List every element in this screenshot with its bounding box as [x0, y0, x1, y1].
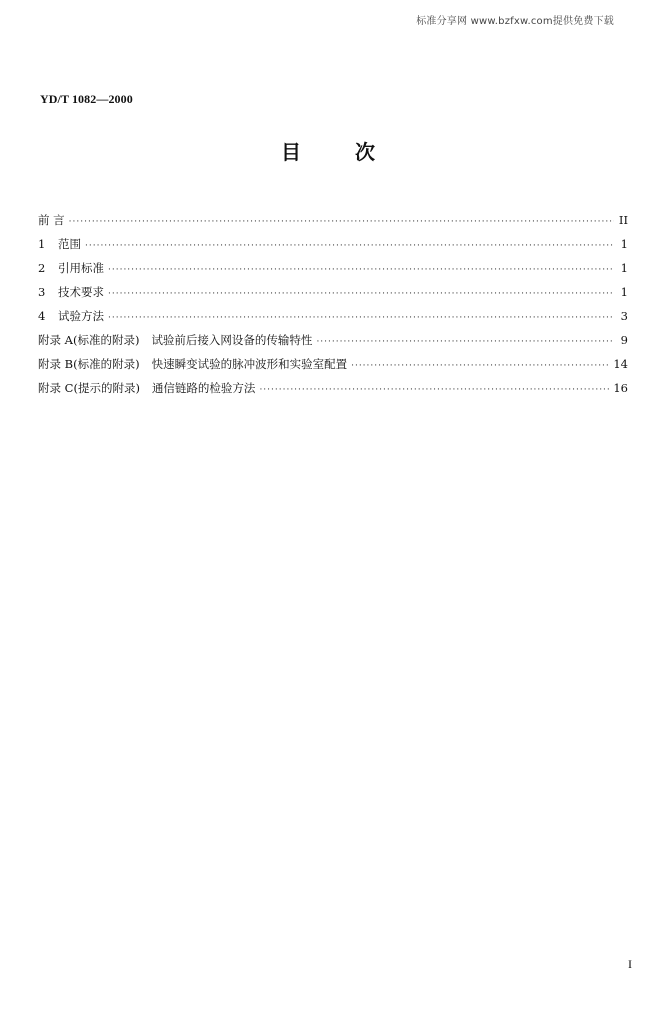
toc-dot-leader	[108, 282, 614, 306]
standard-number: YD/T 1082—2000	[40, 92, 133, 106]
toc-entry-label: 前 言	[38, 213, 65, 227]
toc-entry-label: 附录 A(标准的附录)	[38, 333, 140, 347]
toc-entry-appendix-b[interactable]	[38, 352, 628, 376]
toc-entry-requirements[interactable]	[38, 280, 628, 304]
toc-page-number: 1	[620, 237, 628, 251]
toc-entry-subtitle: 快速瞬变试验的脉冲波形和实验室配置	[151, 357, 348, 371]
toc-page-number: 1	[620, 285, 628, 299]
toc-dot-leader	[316, 330, 614, 354]
toc-entry-test-methods[interactable]	[38, 304, 628, 328]
toc-entry-label: 附录 C(提示的附录)	[38, 381, 140, 395]
toc-entry-subtitle: 通信链路的检验方法	[151, 381, 256, 395]
toc-page-number: 14	[613, 357, 628, 371]
toc-entry-subtitle: 试验前后接入网设备的传输特性	[151, 333, 313, 347]
toc-page-number: 16	[613, 381, 628, 395]
toc-entry-label: 引用标准	[58, 261, 104, 275]
toc-page-number: 9	[620, 333, 628, 347]
page-title	[0, 136, 662, 165]
page-footer-number: I	[628, 957, 632, 971]
title-char-2: 次	[355, 140, 377, 164]
toc-page-number: 1	[620, 261, 628, 275]
toc-entry-label: 技术要求	[58, 285, 104, 299]
toc-entry-number: 3	[38, 285, 46, 299]
watermark-text: 标准分享网 www.bzfxw.com提供免费下载	[416, 16, 614, 27]
toc-page-number: 3	[620, 309, 628, 323]
toc-entry-foreword[interactable]	[38, 208, 628, 232]
title-char-1: 目	[281, 140, 303, 164]
toc-entry-appendix-a[interactable]	[38, 328, 628, 352]
toc-entry-references[interactable]	[38, 256, 628, 280]
toc-entry-number: 4	[38, 309, 46, 323]
toc-dot-leader	[85, 234, 614, 258]
toc-dot-leader	[351, 354, 609, 378]
toc-entry-number: 1	[38, 237, 46, 251]
toc-entry-scope[interactable]	[38, 232, 628, 256]
toc-entry-label: 试验方法	[58, 309, 104, 323]
toc-dot-leader	[108, 306, 614, 330]
table-of-contents	[38, 208, 628, 400]
toc-page-number: II	[618, 213, 628, 227]
toc-entry-label: 范围	[58, 237, 81, 251]
toc-entry-appendix-c[interactable]	[38, 376, 628, 400]
toc-entry-label: 附录 B(标准的附录)	[38, 357, 140, 371]
toc-dot-leader	[69, 210, 614, 234]
toc-entry-number: 2	[38, 261, 46, 275]
toc-dot-leader	[108, 258, 614, 282]
toc-dot-leader	[259, 378, 609, 402]
